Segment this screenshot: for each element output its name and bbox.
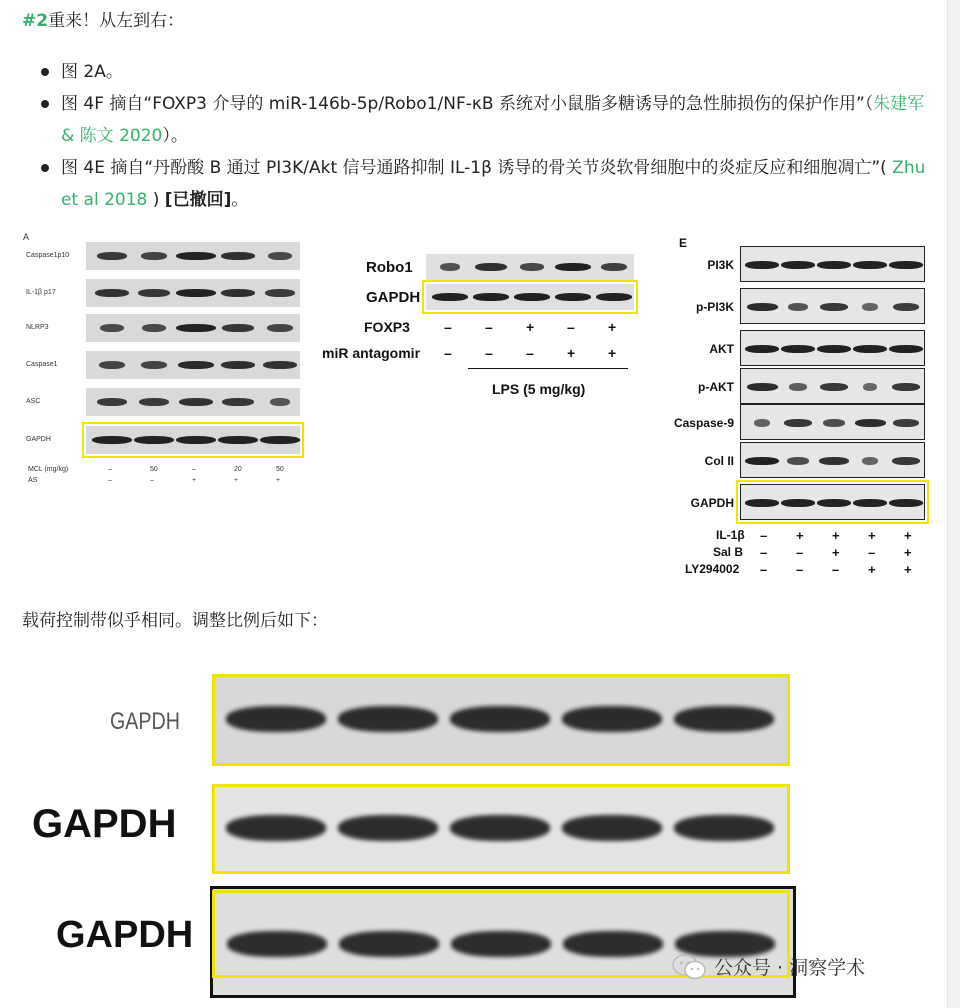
band	[747, 303, 778, 311]
blot-row-label: ASC	[26, 398, 41, 405]
treatment-sign: –	[108, 477, 112, 484]
bullet-icon	[41, 68, 49, 76]
treatment-sign: +	[192, 477, 197, 484]
band	[95, 289, 128, 297]
figure-f	[322, 248, 652, 408]
blot-row-label: GAPDH	[366, 289, 421, 306]
highlight-box	[422, 280, 638, 314]
treatment-sign: –	[796, 562, 804, 577]
treatment-label: miR antagomir	[322, 345, 421, 361]
blot-row-label: Col II	[704, 454, 734, 468]
blot-strip	[86, 242, 300, 270]
comparison-label: GAPDH	[32, 802, 177, 846]
comparison-label: GAPDH	[110, 708, 180, 735]
band	[138, 289, 170, 297]
treatment-sign: +	[904, 528, 912, 543]
highlight-box	[212, 674, 790, 766]
band	[892, 383, 920, 391]
band	[745, 457, 779, 465]
blot-strip	[740, 288, 925, 324]
band	[601, 263, 627, 271]
panel-label: A	[23, 232, 30, 242]
treatment-sign: –	[192, 466, 196, 473]
band	[267, 324, 293, 332]
treatment-label: IL-1β	[716, 528, 745, 542]
condition-bracket	[468, 368, 628, 369]
band	[820, 303, 848, 311]
band	[817, 345, 851, 353]
band	[440, 263, 460, 271]
blot-row-label: Caspase1	[26, 361, 58, 368]
list-item: 图 4F 摘自“FOXP3 介导的 miR-146b-5p/Robo1/NF-κB 系统对小鼠脂多糖诱导的急性肺损伤的保护作用”（朱建军 & 陈文 2020）。	[22, 88, 927, 152]
band	[179, 398, 212, 406]
band	[745, 345, 779, 353]
list-item: 图 2A。	[22, 56, 927, 88]
blot-row-label: GAPDH	[26, 436, 51, 443]
band	[862, 457, 878, 465]
list-item: 图 4E 摘自“丹酚酸 B 通过 PI3K/Akt 信号通路抑制 IL-1β 诱导的骨关节炎软骨细胞中的炎症反应和细胞凋亡”( Zhu et al 2018 ) [已撤回]。	[22, 152, 927, 216]
treatment-sign: –	[760, 545, 768, 560]
band	[555, 263, 591, 271]
band	[221, 361, 256, 369]
figure-e	[664, 232, 940, 582]
heading-tag: #2	[22, 11, 49, 31]
blot-row-label: p-PI3K	[695, 300, 734, 314]
treatment-sign: +	[234, 477, 239, 484]
retracted-badge: [已撤回]	[164, 190, 232, 210]
treatment-label: FOXP3	[364, 319, 410, 335]
blot-strip	[740, 442, 925, 478]
citation-link[interactable]: Zhu et al 2018	[61, 158, 926, 210]
blot-row-label: Caspase1p10	[26, 252, 70, 259]
band	[270, 398, 290, 406]
bullet-icon	[41, 164, 49, 172]
treatment-sign: +	[904, 545, 912, 560]
band	[788, 303, 809, 311]
band	[781, 261, 815, 269]
treatment-label: AS	[28, 477, 38, 484]
treatment-sign: 20	[234, 466, 242, 473]
band	[97, 252, 127, 260]
treatment-sign: +	[832, 545, 840, 560]
band	[221, 252, 256, 260]
band	[889, 261, 923, 269]
treatment-sign: +	[868, 528, 876, 543]
blot-row-label: PI3K	[707, 258, 734, 272]
band	[100, 324, 125, 332]
treatment-sign: –	[108, 466, 112, 473]
treatment-sign: +	[832, 528, 840, 543]
blot-strip	[740, 404, 925, 440]
band	[176, 252, 216, 260]
band	[475, 263, 506, 271]
band	[520, 263, 543, 271]
band	[222, 324, 254, 332]
band	[863, 383, 878, 391]
band	[747, 383, 778, 391]
treatment-sign: +	[608, 319, 617, 335]
blot-row-label: Caspase-9	[673, 416, 734, 430]
treatment-sign: +	[868, 562, 876, 577]
highlight-box	[212, 784, 790, 874]
band	[221, 289, 256, 297]
blot-row-label: Robo1	[366, 259, 413, 276]
band	[853, 261, 887, 269]
blot-strip	[740, 330, 925, 366]
band	[265, 289, 295, 297]
band	[263, 361, 296, 369]
band	[141, 252, 167, 260]
band	[817, 261, 851, 269]
treatment-sign: +	[526, 319, 535, 335]
blot-strip	[86, 314, 300, 342]
treatment-sign: –	[444, 319, 452, 335]
notes-list	[22, 56, 927, 216]
band	[892, 457, 920, 465]
figure-a	[22, 232, 322, 502]
treatment-sign: 50	[150, 466, 158, 473]
treatment-sign: –	[868, 545, 876, 560]
blot-strip	[740, 368, 925, 404]
band	[889, 345, 923, 353]
treatment-sign: 50	[276, 466, 284, 473]
band	[823, 419, 845, 427]
band	[178, 361, 215, 369]
blot-row-label: GAPDH	[690, 496, 734, 510]
treatment-sign: –	[567, 319, 575, 335]
section-heading	[22, 6, 184, 31]
band	[176, 289, 216, 297]
blot-strip	[426, 254, 634, 280]
paragraph: 载荷控制带似乎相同。调整比例后如下：	[22, 611, 328, 631]
treatment-sign: –	[796, 545, 804, 560]
treatment-sign: –	[485, 345, 493, 361]
citation-link[interactable]: 朱建军 & 陈文 2020	[61, 94, 925, 146]
blot-row-label: p-AKT	[698, 380, 734, 394]
band	[893, 303, 920, 311]
band	[781, 345, 815, 353]
band	[268, 252, 293, 260]
treatment-label: Sal B	[713, 545, 744, 559]
treatment-sign: +	[567, 345, 576, 361]
blot-strip	[86, 388, 300, 416]
treatment-sign: +	[608, 345, 617, 361]
blot-strip	[740, 246, 925, 282]
band	[820, 383, 848, 391]
treatment-sign: –	[832, 562, 840, 577]
band	[139, 398, 169, 406]
treatment-sign: –	[444, 345, 452, 361]
blot-row-label: NLRP3	[26, 324, 49, 331]
treatment-sign: +	[796, 528, 804, 543]
blot-row-label: IL-1β p17	[26, 289, 56, 296]
band	[893, 419, 920, 427]
blot-row-label: AKT	[709, 342, 734, 356]
treatment-sign: –	[760, 562, 768, 577]
band	[754, 419, 770, 427]
band	[819, 457, 849, 465]
comparison-label: GAPDH	[56, 914, 194, 956]
watermark	[672, 953, 865, 980]
treatment-label: MCL (mg/kg)	[28, 466, 69, 473]
band	[176, 324, 216, 332]
band	[745, 261, 779, 269]
heading-text: 重来！从左到右：	[48, 11, 185, 31]
wechat-icon	[672, 954, 706, 980]
watermark-text: 公众号 · 洞察学术	[714, 957, 866, 979]
treatment-sign: –	[760, 528, 768, 543]
condition-label: LPS (5 mg/kg)	[492, 381, 586, 397]
highlight-box	[736, 480, 929, 524]
band	[855, 419, 886, 427]
bullet-icon	[41, 100, 49, 108]
treatment-sign: +	[276, 477, 281, 484]
band	[853, 345, 887, 353]
band	[142, 324, 167, 332]
highlight-box	[82, 422, 304, 458]
band	[784, 419, 812, 427]
treatment-label: LY294002	[685, 562, 740, 576]
band	[789, 383, 807, 391]
band	[97, 398, 127, 406]
blot-strip	[86, 279, 300, 307]
band	[787, 457, 809, 465]
treatment-sign: –	[150, 477, 154, 484]
band	[99, 361, 125, 369]
panel-label: E	[679, 236, 688, 250]
treatment-sign: +	[904, 562, 912, 577]
blot-strip	[86, 351, 300, 379]
treatment-sign: –	[526, 345, 534, 361]
treatment-sign: –	[485, 319, 493, 335]
band	[862, 303, 878, 311]
band	[141, 361, 167, 369]
band	[222, 398, 254, 406]
